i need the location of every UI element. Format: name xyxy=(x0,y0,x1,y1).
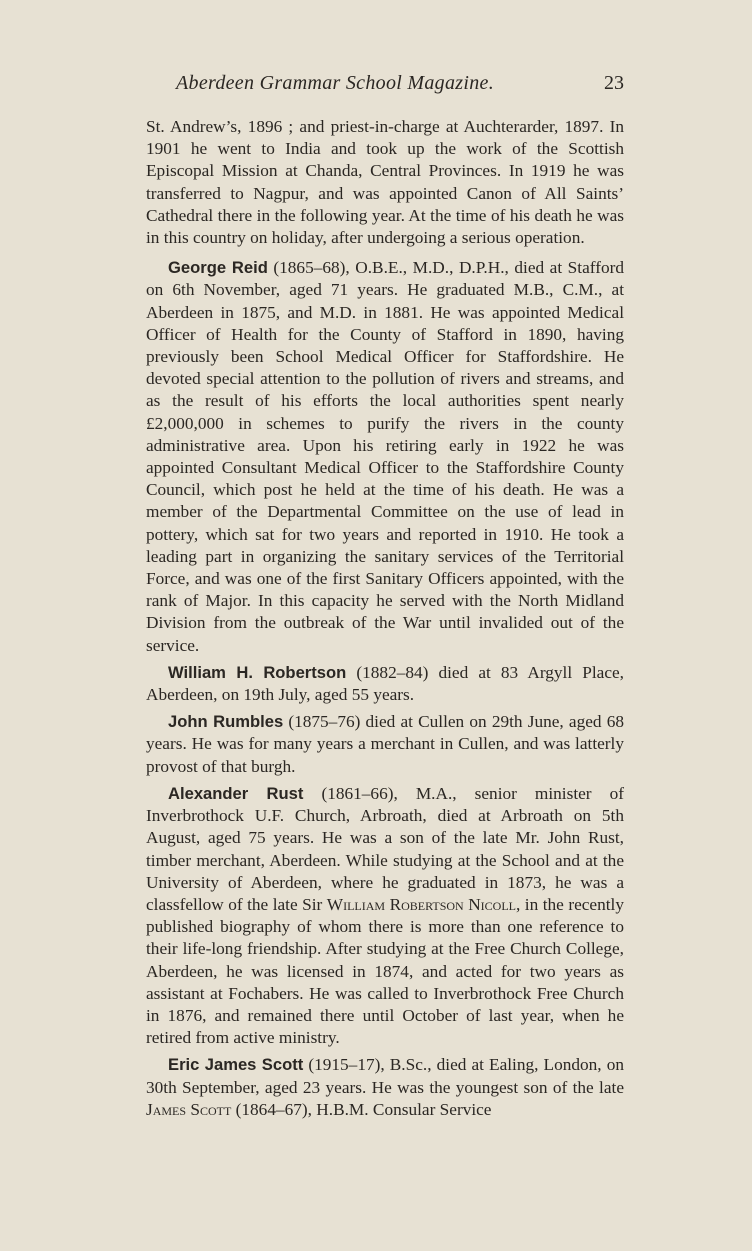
page-header xyxy=(146,72,624,104)
body-text xyxy=(146,116,624,1126)
entry-text: (1861–66), M.A., senior minister of Inverbrothock U.F. Church, Arbroath, died at Arbroath on 5th August, aged 75 years. He was a son of the late Mr. John Rust, timber merchant, Aberdeen. While studying at the School and at the University of Aberdeen, where he graduated in 1873, he was a classfellow of the late Sir xyxy=(146,783,624,914)
obituary-entry xyxy=(146,783,624,1049)
entry-name: William H. Robertson xyxy=(168,662,347,682)
entry-text: (1915–17), B.Sc., died at Ealing, London, on 30th September, aged 23 years. He was the youngest son of the late xyxy=(146,1055,624,1097)
entry-name: John Rumbles xyxy=(168,712,284,732)
entry-text: (1865–68), O.B.E., M.D., D.P.H., died at Stafford on 6th November, aged 71 years. He graduated M.B., C.M., at Aberdeen in 1875, and M.D. in 1881. He was appointed Medical Officer of Health for the County of Stafford in 1890, having previously been School Medical Officer for Staffordshire. He devoted special attention to the pollution of rivers and streams, and as the result of his efforts the local authorities spent nearly £2,000,000 in schemes to purify the rivers in the county administrative area. Upon his retiring early in 1922 he was appointed Consultant Medical Officer to the Staffordshire County Council, which post he held at the time of his death. He was a member of the Departmental Committee on the use of lead in pottery, which sat for two years and reported in 1910. He took a leading part in organizing the sanitary services of the Territorial Force, and was one of the first Sanitary Officers appointed, with the rank of Major. In this capacity he served with the North Midland Division from the outbreak of the War until invalided out of the service. xyxy=(146,258,624,655)
paragraph-text: St. Andrew’s, 1896 ; and priest-in-charge at Auchterarder, 1897. In 1901 he went to India and took up the work of the Scottish Episcopal Mission at Chanda, Central Provinces. In 1919 he was transferred to Nagpur, and was appointed Canon of All Saints’ Cathedral there in the following year. At the time of his death he was in this country on holiday, after undergoing a serious operation. xyxy=(146,117,624,248)
small-caps-name: James Scott xyxy=(146,1099,232,1119)
entry-text: (1875–76) died at Cullen on 29th June, aged 68 years. He was for many years a merchant in Cullen, and was latterly provost of that burgh. xyxy=(146,712,624,776)
entry-name: George Reid xyxy=(168,258,268,278)
entry-text: , in the recently published biography of whom there is more than one reference to their life-long friendship. After studying at the Free Church College, Aberdeen, he was licensed in 1874, and acted for two years as assistant at Fochabers. He was called to Inverbrothock Free Church in 1876, and remained there until October of last year, when he retired from active ministry. xyxy=(146,894,624,1048)
paragraph-continuation xyxy=(146,116,624,249)
entry-text: (1864–67), H.B.M. Consular Service xyxy=(231,1099,492,1119)
entry-name: Eric James Scott xyxy=(168,1055,304,1075)
running-title: Aberdeen Grammar School Magazine. xyxy=(176,72,494,94)
entry-name: Alexander Rust xyxy=(168,783,304,803)
page-number: 23 xyxy=(604,72,624,94)
small-caps-name: William Robertson Nicoll xyxy=(326,894,516,914)
obituary-entry xyxy=(146,1054,624,1121)
obituary-entry xyxy=(146,711,624,778)
entry-text: (1882–84) died at 83 Argyll Place, Aberdeen, on 19th July, aged 55 years. xyxy=(146,662,624,705)
obituary-entry xyxy=(146,662,624,706)
obituary-entry xyxy=(146,257,624,657)
